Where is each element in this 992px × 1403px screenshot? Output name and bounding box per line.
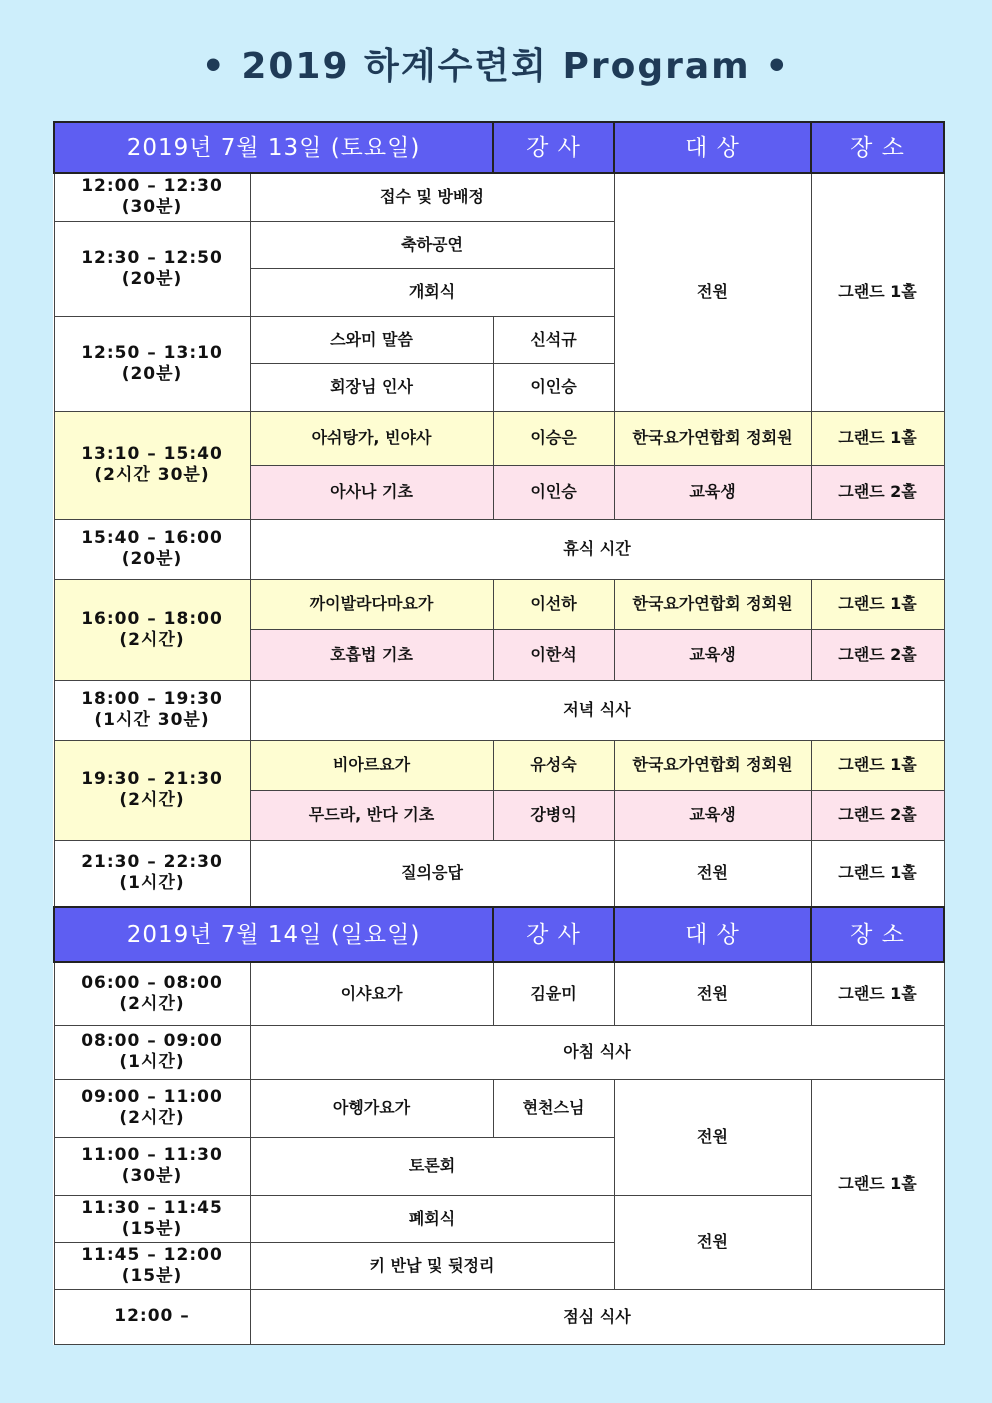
program-cell: 키 반납 및 뒷정리 xyxy=(250,1242,614,1289)
time-cell xyxy=(54,411,250,519)
time-cell xyxy=(54,1289,250,1344)
time-cell xyxy=(54,1242,250,1289)
program-cell: 접수 및 방배정 xyxy=(250,173,614,221)
header-place: 장 소 xyxy=(811,907,944,962)
instructor-cell: 김윤미 xyxy=(493,962,614,1025)
instructor-cell: 이인승 xyxy=(493,363,614,411)
program-cell: 개회식 xyxy=(250,268,614,316)
time-range: 09:00 – 11:00 xyxy=(81,1087,223,1107)
time-cell xyxy=(54,316,250,411)
time-duration: (15분) xyxy=(121,1218,183,1239)
instructor-cell: 유성숙 xyxy=(493,740,614,790)
target-cell: 교육생 xyxy=(614,465,811,519)
table-row xyxy=(54,579,944,629)
time-range: 11:45 – 12:00 xyxy=(81,1244,223,1265)
target-cell: 전원 xyxy=(614,1195,811,1289)
instructor-cell: 신석규 xyxy=(493,316,614,363)
time-cell xyxy=(54,840,250,907)
place-cell: 그랜드 1홀 xyxy=(811,740,944,790)
time-duration: (20분) xyxy=(121,549,183,569)
time-cell xyxy=(54,1137,250,1195)
time-range: 21:30 – 22:30 xyxy=(81,852,223,873)
place-cell: 그랜드 1홀 xyxy=(811,1079,944,1289)
time-cell xyxy=(54,221,250,316)
time-range: 12:30 – 12:50 xyxy=(81,247,223,268)
day2-date: 2019년 7월 14일 (일요일) xyxy=(54,907,493,962)
time-duration: (1시간) xyxy=(119,1052,185,1072)
time-cell xyxy=(54,1079,250,1137)
time-cell xyxy=(54,1195,250,1242)
day2-header-row xyxy=(54,907,944,962)
program-cell: 아사나 기초 xyxy=(250,465,493,519)
program-cell: 폐회식 xyxy=(250,1195,614,1242)
place-cell: 그랜드 1홀 xyxy=(811,840,944,907)
table-row xyxy=(54,962,944,1025)
time-duration: (20분) xyxy=(121,268,183,289)
table-row xyxy=(54,411,944,465)
time-cell xyxy=(54,579,250,680)
table-row xyxy=(54,173,944,221)
time-range: 16:00 – 18:00 xyxy=(81,608,223,629)
time-cell xyxy=(54,962,250,1025)
table-row xyxy=(54,1025,944,1079)
time-range: 12:00 – xyxy=(114,1306,190,1326)
target-cell: 한국요가연합회 정회원 xyxy=(614,740,811,790)
program-cell: 축하공연 xyxy=(250,221,614,268)
time-duration: (30분) xyxy=(121,1166,183,1186)
time-range: 08:00 – 09:00 xyxy=(81,1031,223,1051)
time-range: 18:00 – 19:30 xyxy=(81,689,223,709)
time-cell xyxy=(54,680,250,740)
time-range: 13:10 – 15:40 xyxy=(81,444,223,464)
header-target: 대 상 xyxy=(614,907,811,962)
table-row xyxy=(54,1079,944,1137)
time-range: 12:00 – 12:30 xyxy=(81,176,223,197)
schedule-table xyxy=(53,121,945,1345)
instructor-cell: 현천스님 xyxy=(493,1079,614,1137)
program-cell: 토론회 xyxy=(250,1137,614,1195)
program-cell: 아헹가요가 xyxy=(250,1079,493,1137)
program-cell: 휴식 시간 xyxy=(250,519,944,579)
place-cell: 그랜드 2홀 xyxy=(811,465,944,519)
page-title: • 2019 하계수련회 Program • xyxy=(201,46,791,87)
instructor-cell: 이선하 xyxy=(493,579,614,629)
place-cell: 그랜드 1홀 xyxy=(811,411,944,465)
place-cell: 그랜드 1홀 xyxy=(811,579,944,629)
program-cell: 아침 식사 xyxy=(250,1025,944,1079)
time-duration: (2시간 30분) xyxy=(94,465,210,485)
time-duration: (2시간) xyxy=(119,629,185,650)
place-cell: 그랜드 2홀 xyxy=(811,790,944,840)
time-range: 11:00 – 11:30 xyxy=(81,1145,223,1165)
table-row xyxy=(54,519,944,579)
program-cell: 호흡법 기초 xyxy=(250,629,493,680)
instructor-cell: 이인승 xyxy=(493,465,614,519)
instructor-cell: 이승은 xyxy=(493,411,614,465)
time-duration: (20분) xyxy=(121,363,183,384)
place-cell: 그랜드 1홀 xyxy=(811,962,944,1025)
time-range: 12:50 – 13:10 xyxy=(81,342,223,363)
program-cell: 스와미 말씀 xyxy=(250,316,493,363)
time-cell xyxy=(54,1025,250,1079)
table-row xyxy=(54,740,944,790)
header-instructor: 강 사 xyxy=(493,907,614,962)
program-cell: 점심 식사 xyxy=(250,1289,944,1344)
time-cell xyxy=(54,173,250,221)
program-cell: 질의응답 xyxy=(250,840,614,907)
time-duration: (1시간) xyxy=(119,873,185,894)
instructor-cell: 이한석 xyxy=(493,629,614,680)
target-cell: 교육생 xyxy=(614,790,811,840)
target-cell: 한국요가연합회 정회원 xyxy=(614,411,811,465)
day1-date: 2019년 7월 13일 (토요일) xyxy=(54,122,493,173)
time-duration: (1시간 30분) xyxy=(94,710,210,730)
table-row xyxy=(54,1289,944,1344)
place-cell: 그랜드 1홀 xyxy=(811,173,944,411)
header-place: 장 소 xyxy=(811,122,944,173)
day1-header-row xyxy=(54,122,944,173)
time-range: 11:30 – 11:45 xyxy=(81,1197,223,1218)
target-cell: 전원 xyxy=(614,173,811,411)
time-duration: (2시간) xyxy=(119,790,185,810)
program-cell: 무드라, 반다 기초 xyxy=(250,790,493,840)
program-cell: 이샤요가 xyxy=(250,962,493,1025)
target-cell: 교육생 xyxy=(614,629,811,680)
place-cell: 그랜드 2홀 xyxy=(811,629,944,680)
program-cell: 회장님 인사 xyxy=(250,363,493,411)
header-instructor: 강 사 xyxy=(493,122,614,173)
target-cell: 전원 xyxy=(614,962,811,1025)
program-cell: 저녁 식사 xyxy=(250,680,944,740)
time-range: 06:00 – 08:00 xyxy=(81,972,223,993)
instructor-cell: 강병익 xyxy=(493,790,614,840)
program-cell: 아쉬탕가, 빈야사 xyxy=(250,411,493,465)
time-duration: (2시간) xyxy=(119,1108,185,1128)
time-range: 15:40 – 16:00 xyxy=(81,528,223,548)
target-cell: 한국요가연합회 정회원 xyxy=(614,579,811,629)
program-cell: 까이발라다마요가 xyxy=(250,579,493,629)
time-range: 19:30 – 21:30 xyxy=(81,769,223,789)
program-cell: 비아르요가 xyxy=(250,740,493,790)
header-target: 대 상 xyxy=(614,122,811,173)
time-duration: (2시간) xyxy=(119,993,185,1014)
target-cell: 전원 xyxy=(614,1079,811,1195)
table-row xyxy=(54,1195,944,1242)
table-row xyxy=(54,680,944,740)
time-duration: (15분) xyxy=(121,1265,183,1286)
time-cell xyxy=(54,519,250,579)
table-row xyxy=(54,840,944,907)
time-duration: (30분) xyxy=(121,197,183,218)
time-cell xyxy=(54,740,250,840)
target-cell: 전원 xyxy=(614,840,811,907)
